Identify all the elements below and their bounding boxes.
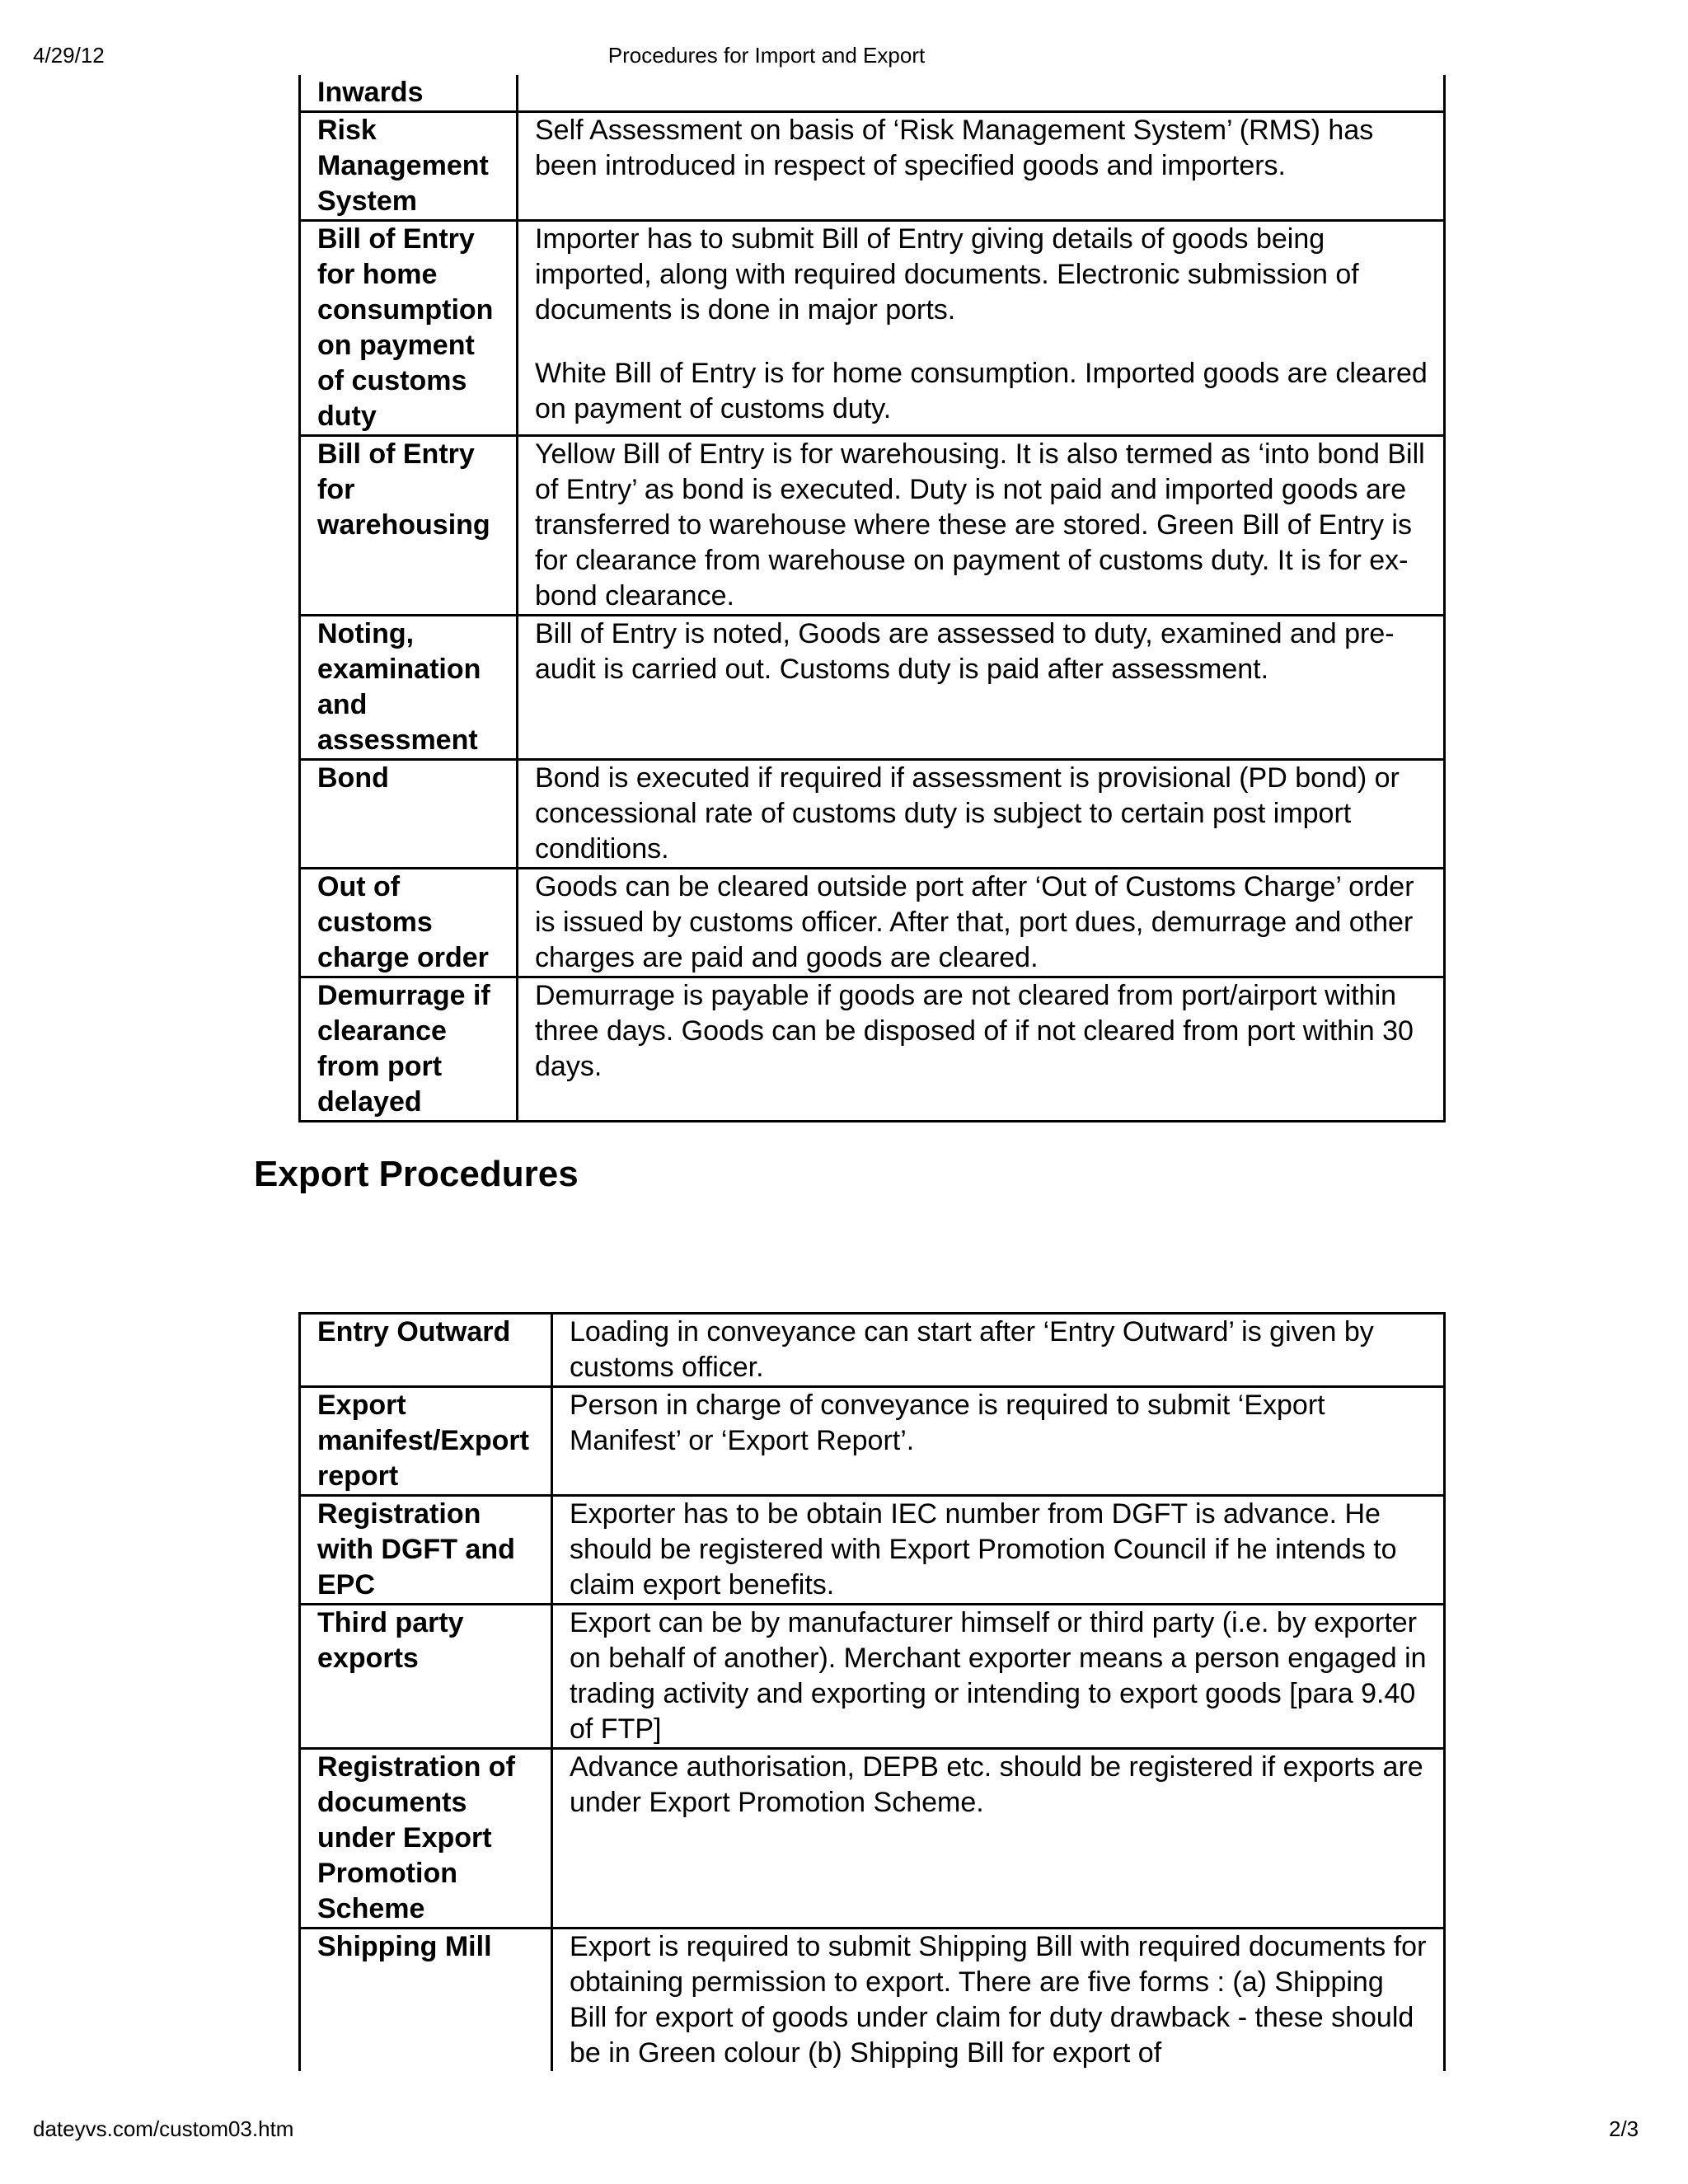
table-row xyxy=(300,75,1445,112)
procedure-description xyxy=(518,75,1445,112)
export-procedures-heading: Export Procedures xyxy=(254,1154,579,1194)
procedure-term: Noting, examination and assessment xyxy=(300,616,518,760)
procedure-term: Bill of Entry for warehousing xyxy=(300,436,518,616)
procedure-description xyxy=(552,1314,1445,1387)
procedure-description xyxy=(518,760,1445,869)
procedure-description xyxy=(552,1387,1445,1496)
procedure-description xyxy=(552,1496,1445,1605)
procedure-term: Registration with DGFT and EPC xyxy=(300,1496,552,1605)
procedure-description xyxy=(518,112,1445,221)
description-paragraph: Advance authorisation, DEPB etc. should be registered if exports are under Export Promotion Scheme. xyxy=(570,1751,1423,1818)
procedure-term: Inwards xyxy=(300,75,518,112)
procedure-term: Risk Management System xyxy=(300,112,518,221)
header-title: Procedures for Import and Export xyxy=(607,43,926,68)
import-procedures-table xyxy=(298,75,1446,1122)
procedure-description xyxy=(552,1749,1445,1929)
table-row xyxy=(300,616,1445,760)
procedure-term: Registration of documents under Export Promotion Scheme xyxy=(300,1749,552,1929)
procedure-description xyxy=(518,436,1445,616)
table-row xyxy=(300,112,1445,221)
procedure-term: Out of customs charge order xyxy=(300,869,518,977)
table-row xyxy=(300,221,1445,436)
description-paragraph: Self Assessment on basis of ‘Risk Management System’ (RMS) has been introduced in respect of specified goods and importers. xyxy=(535,115,1374,181)
description-paragraph: Export is required to submit Shipping Bill with required documents for obtaining permission to export. There are five forms : (a) Shipping Bill for export of goods under claim for duty drawback - these should be in Green colour (b) Shipping Bill for export of xyxy=(570,1931,1427,2069)
procedure-term: Entry Outward xyxy=(300,1314,552,1387)
procedure-description xyxy=(518,869,1445,977)
procedure-description xyxy=(518,221,1445,436)
procedure-term: Bill of Entry for home consumption on payment of customs duty xyxy=(300,221,518,436)
procedure-description xyxy=(552,1605,1445,1749)
procedure-term: Export manifest/Export report xyxy=(300,1387,552,1496)
table-row xyxy=(300,760,1445,869)
procedure-description xyxy=(518,977,1445,1122)
description-paragraph: Goods can be cleared outside port after ‘Out of Customs Charge’ order is issued by customs officer. After that, port dues, demurrage and other charges are paid and goods are cleared. xyxy=(535,871,1414,973)
table-row xyxy=(300,1387,1445,1496)
procedure-term: Bond xyxy=(300,760,518,869)
table-row xyxy=(300,1605,1445,1749)
table-row xyxy=(300,1929,1445,2072)
description-paragraph: Importer has to submit Bill of Entry giving details of goods being imported, along with required documents. Electronic submission of documents is done in major ports. xyxy=(535,223,1359,326)
description-paragraph: Bill of Entry is noted, Goods are assessed to duty, examined and pre-audit is carried out. Customs duty is paid after assessment. xyxy=(535,618,1395,685)
procedure-term: Demurrage if clearance from port delayed xyxy=(300,977,518,1122)
footer-url: dateyvs.com/custom03.htm xyxy=(33,2116,294,2141)
table-row xyxy=(300,977,1445,1122)
procedure-term: Third party exports xyxy=(300,1605,552,1749)
table-row xyxy=(300,869,1445,977)
export-procedures-table xyxy=(298,1312,1446,2071)
description-paragraph: Loading in conveyance can start after ‘Entry Outward’ is given by customs officer. xyxy=(570,1316,1374,1383)
description-paragraph: Person in charge of conveyance is required to submit ‘Export Manifest’ or ‘Export Report’. xyxy=(570,1390,1325,1456)
description-paragraph: Export can be by manufacturer himself or third party (i.e. by exporter on behalf of another). Merchant exporter means a person engaged in trading activity and exporting or intending to export goods [para 9.40 of FTP] xyxy=(570,1607,1427,1745)
header-date: 4/29/12 xyxy=(33,43,105,68)
table-row xyxy=(300,1749,1445,1929)
table-row xyxy=(300,1496,1445,1605)
procedure-description xyxy=(518,616,1445,760)
table-row xyxy=(300,1314,1445,1387)
description-paragraph: Exporter has to be obtain IEC number from DGFT is advance. He should be registered with Export Promotion Council if he intends to claim export benefits. xyxy=(570,1498,1397,1601)
procedure-description xyxy=(552,1929,1445,2072)
table-row xyxy=(300,436,1445,616)
description-paragraph: White Bill of Entry is for home consumption. Imported goods are cleared on payment of customs duty. xyxy=(535,358,1428,424)
description-paragraph: Bond is executed if required if assessment is provisional (PD bond) or concessional rate of customs duty is subject to certain post import conditions. xyxy=(535,762,1400,865)
footer-page-number: 2/3 xyxy=(1609,2116,1639,2141)
description-paragraph: Yellow Bill of Entry is for warehousing. It is also termed as ‘into bond Bill of Entry’ as bond is executed. Duty is not paid and imported goods are transferred to warehouse where these are stored. Green Bill of Entry is for clearance from warehouse on payment of customs duty. It is for ex-bond clearance. xyxy=(535,438,1425,612)
description-paragraph: Demurrage is payable if goods are not cleared from port/airport within three days. Goods can be disposed of if not cleared from port within 30 days. xyxy=(535,980,1414,1082)
procedure-term: Shipping Mill xyxy=(300,1929,552,2072)
